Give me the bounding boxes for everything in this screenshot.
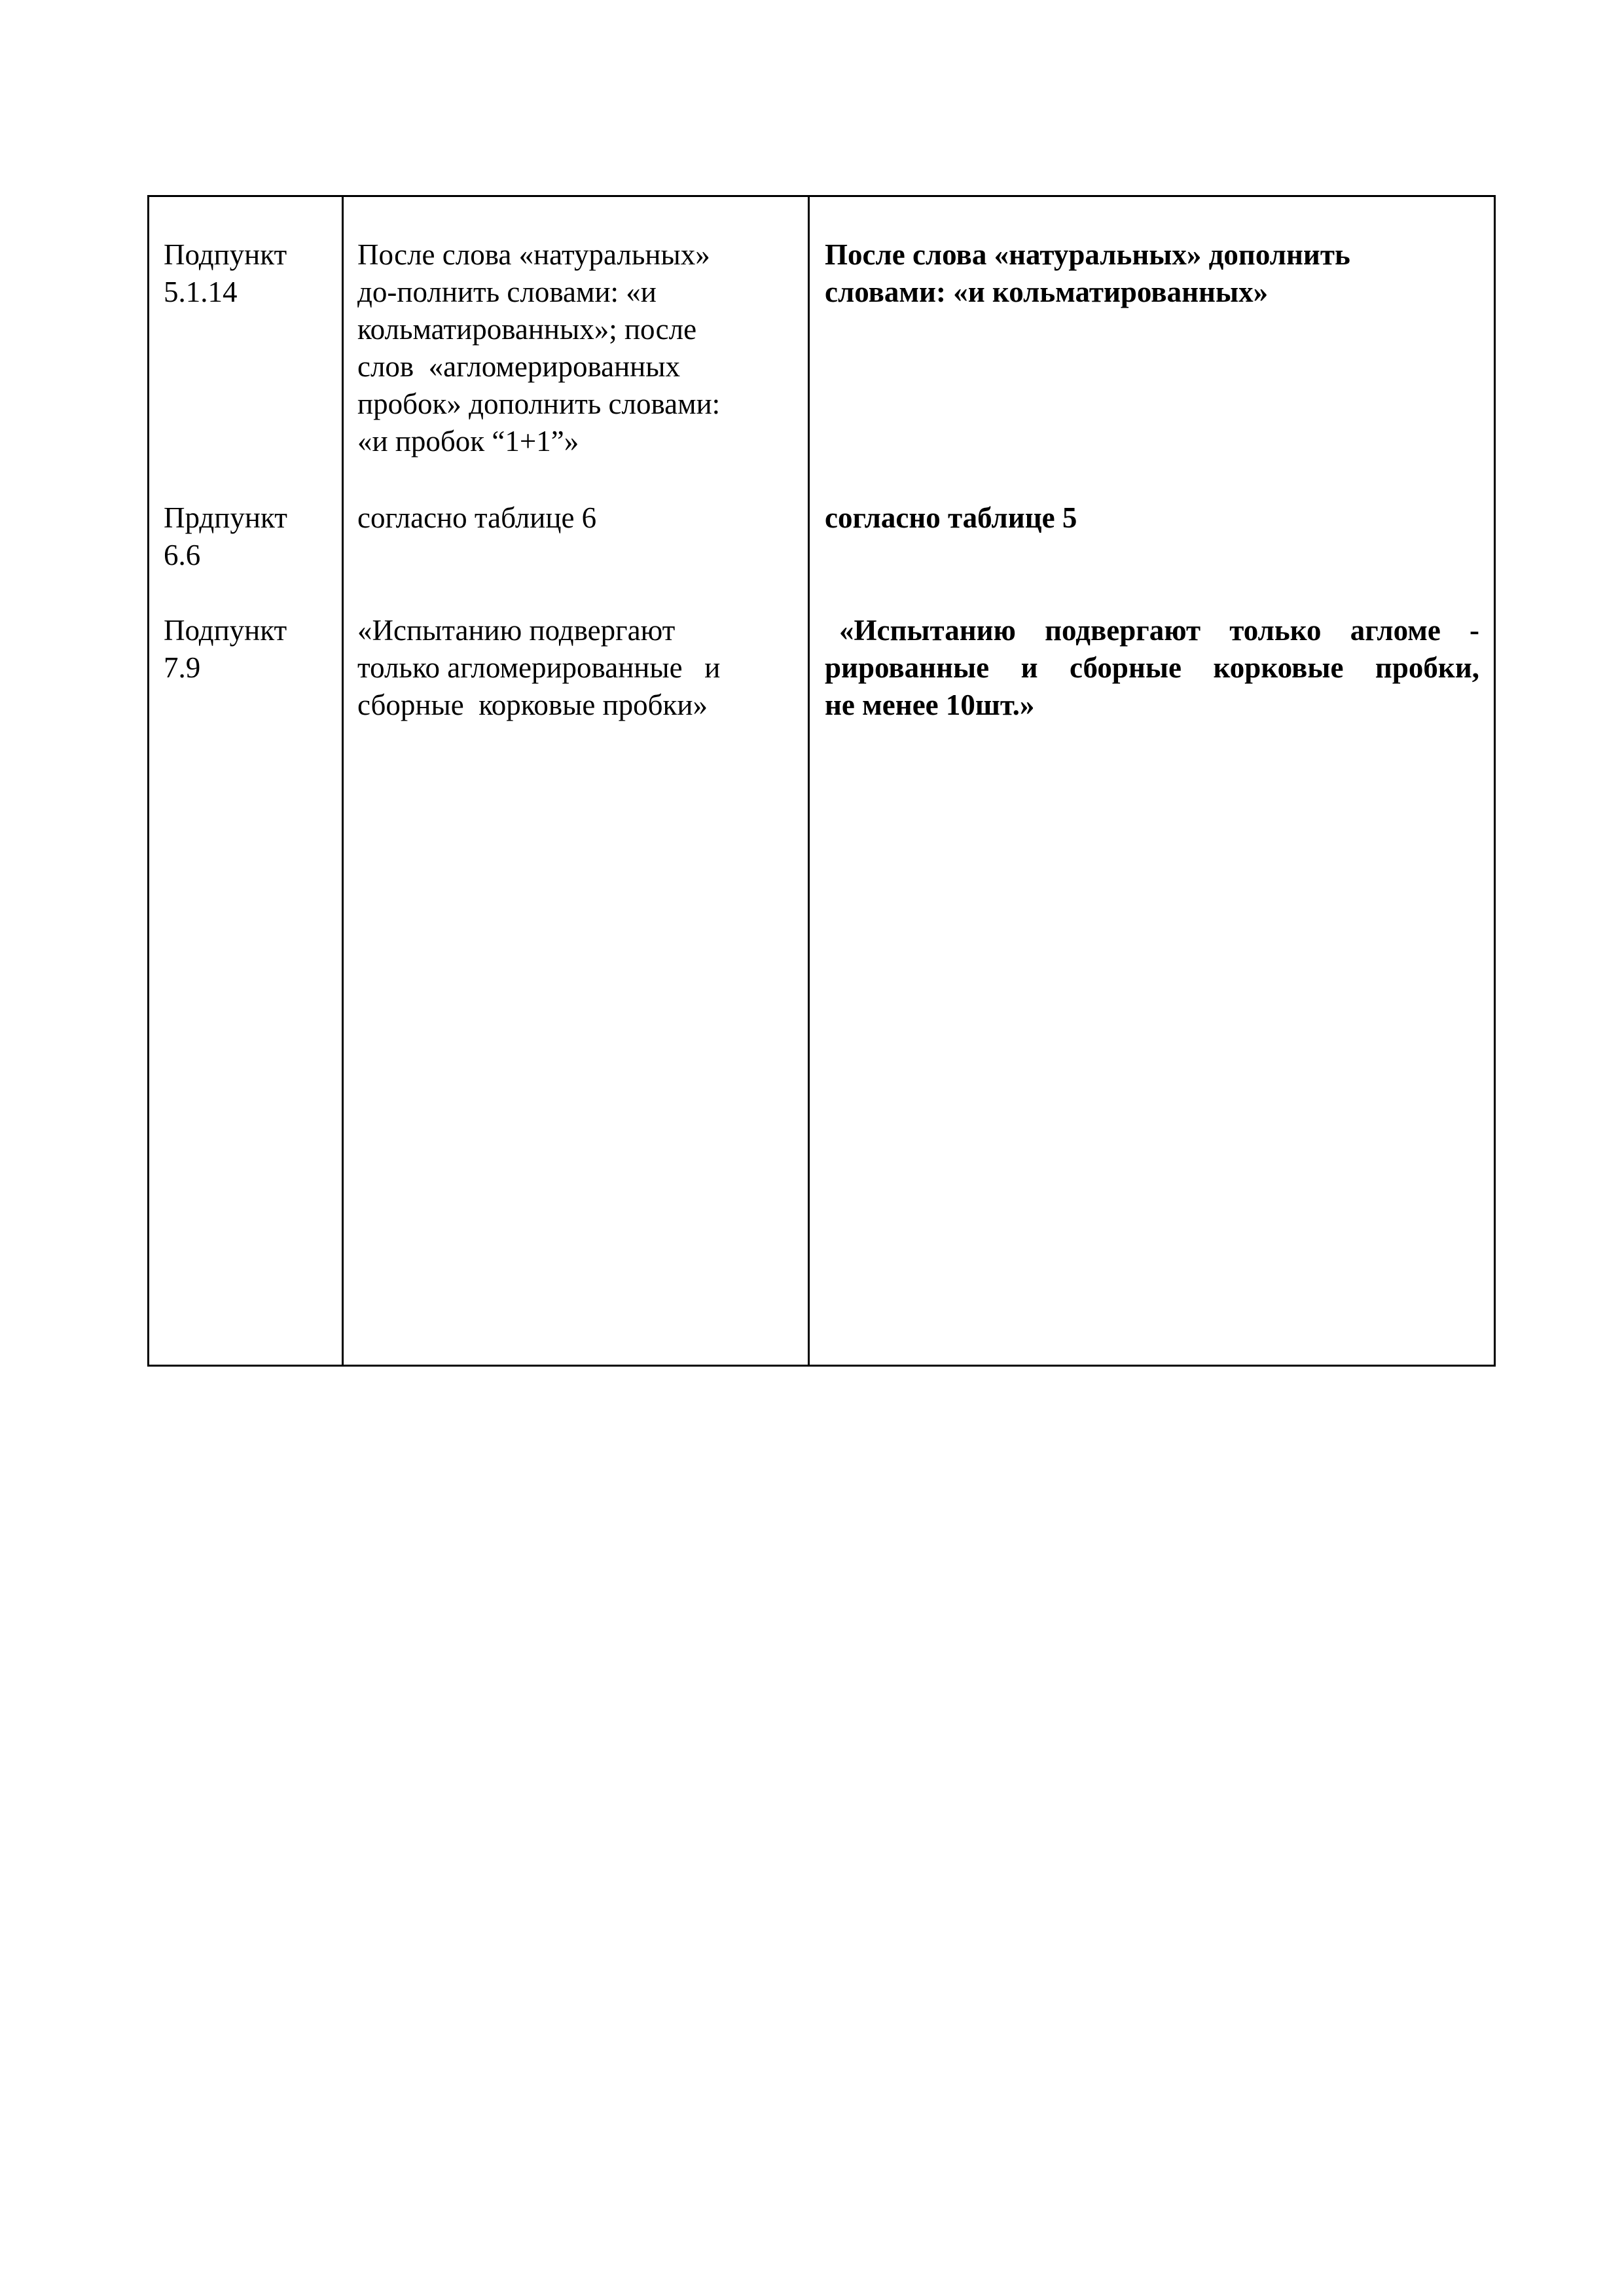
row-3-item-line: Подпункт [164, 614, 287, 647]
row-2-should-be-line: согласно таблице 5 [825, 501, 1077, 534]
row-1-printed-line: После слова «натуральных» [357, 238, 710, 271]
amendment-table [147, 195, 1496, 1367]
row-3-printed-cell [357, 612, 776, 724]
row-2-item-line: 6.6 [164, 539, 201, 571]
row-2-item-line: Прдпункт [164, 501, 287, 534]
row-3-printed-line: сборные корковые пробки» [357, 689, 708, 721]
row-2-should-be-cell [825, 499, 1479, 537]
row-3-should-be-line: «Испытанию подвергают только агломе - [839, 614, 1479, 647]
row-1-printed-line: «и пробок “1+1”» [357, 425, 579, 457]
row-1-item-line: Подпункт [164, 238, 287, 271]
row-1-printed-line: кольматированных»; после [357, 313, 697, 346]
row-3-should-be-line: рированные и сборные корковые пробки, [825, 651, 1479, 684]
row-1-printed-line: пробок» дополнить словами: [357, 387, 721, 420]
row-1-printed-cell [357, 236, 776, 460]
row-1-should-be-line: словами: «и кольматированных» [825, 276, 1269, 308]
row-1-item-line: 5.1.14 [164, 276, 238, 308]
row-2-printed-cell [357, 499, 776, 537]
row-3-item-cell [164, 612, 327, 687]
row-2-printed-line: согласно таблице 6 [357, 501, 597, 534]
row-3-should-be-cell [825, 612, 1479, 724]
column-divider [808, 197, 810, 1365]
row-2-item-cell [164, 499, 327, 574]
row-1-item-cell [164, 236, 327, 311]
row-1-should-be-cell [825, 236, 1479, 311]
row-1-printed-line: слов «агломерированных [357, 350, 680, 383]
row-1-should-be-line: После слова «натуральных» дополнить [825, 238, 1350, 271]
row-3-printed-line: только агломерированные и [357, 651, 721, 684]
row-1-printed-line: до-полнить словами: «и [357, 276, 657, 308]
row-3-should-be-line: не менее 10шт.» [825, 689, 1035, 721]
row-3-item-line: 7.9 [164, 651, 201, 684]
column-divider [342, 197, 344, 1365]
row-3-printed-line: «Испытанию подвергают [357, 614, 676, 647]
